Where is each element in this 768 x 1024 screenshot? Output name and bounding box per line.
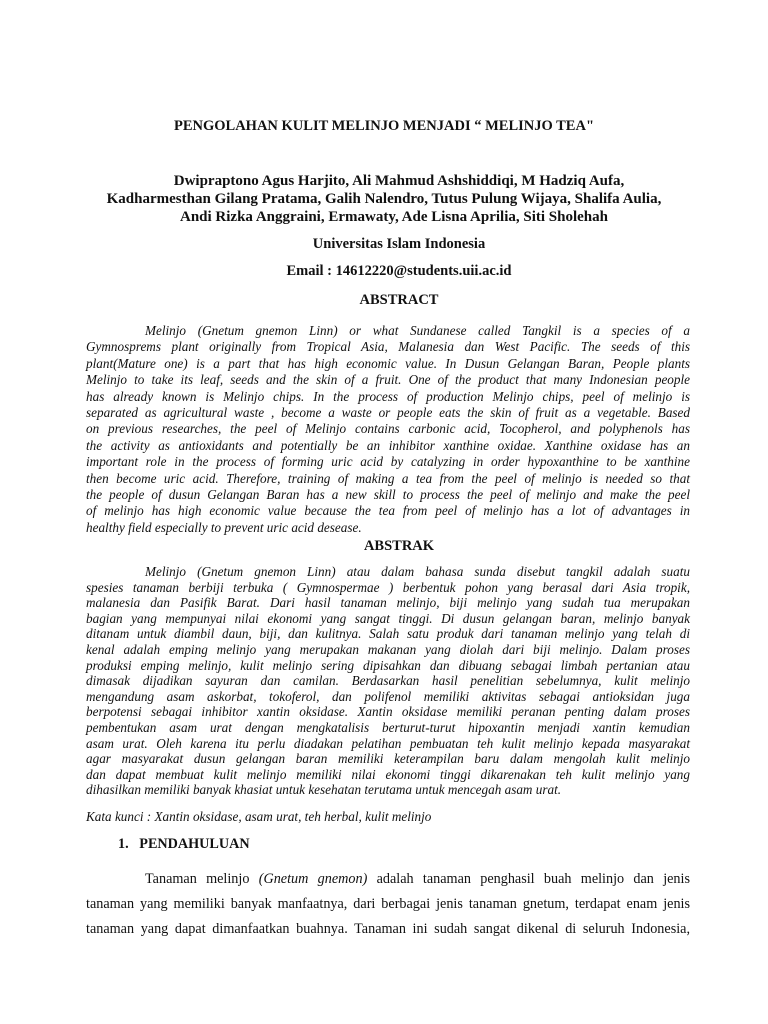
body-text: Tanaman melinjo (145, 871, 259, 887)
authors-line-2: Kadharmesthan Gilang Pratama, Galih Nalendro, Tutus Pulung Wijaya, Shalifa Aulia, (106, 191, 662, 207)
text-line: then become uric acid. Therefore, training of making a tea from the peel of melinjo is needed so that (86, 470, 690, 486)
text-line: agar masyarakat dusun gelangan baran memiliki keterampilan baru dalam mengolah kulit melinjo (86, 751, 690, 767)
text-line: important role in the process of forming uric acid by catalyzing in order hypoxanthine to be xanthine (86, 454, 690, 470)
text-line: of melinjo has high economic value because the tea from peel of melinjo has a lot of advantages in (86, 503, 690, 519)
text-line: has already known is Melinjo chips. In the process of production Melinjo chips, peel of melinjo is (86, 388, 690, 404)
affiliation: Universitas Islam Indonesia (312, 236, 486, 252)
text-line: ditanam untuk diambil daun, biji, dan kulitnya. Salah satu produk dari tanaman melinjo yang telah di (86, 626, 690, 642)
section-heading: 1. PENDAHULUAN (118, 836, 250, 852)
authors-line-1: Dwipraptono Agus Harjito, Ali Mahmud Ashshiddiqi, M Hadziq Aufa, (173, 173, 625, 189)
body-line (145, 871, 690, 888)
text-line: mengandung asam askorbat, tokoferol, dan polifenol memiliki aktivitas sebagai antioksidan juga (86, 688, 690, 704)
text-line: berpotensi sebagai inhibitor xantin oksidase. Xantin oksidase memiliki peranan penting dalam proses (86, 704, 690, 720)
text-line: dan dapat membuat kulit melinjo memiliki nilai ekonomi tinggi dikarenakan teh kulit melinjo yang (86, 766, 690, 782)
text-line: spesies tanaman berbiji terbuka ( Gymnospermae ) berbentuk pohon yang berasal dari Asia tropik, (86, 579, 690, 595)
authors-line-3: Andi Rizka Anggraini, Ermawaty, Ade Lisna Aprilia, Siti Sholehah (179, 209, 608, 225)
text-line: malanesia dan Pasifik Barat. Dari hasil tanaman melinjo, biji melinjo yang sudah tua merupakan (86, 595, 690, 611)
text-line: bagian yang mempunyai nilai ekonomi yang sangat tinggi. Di dusun gelangan baran, melinjo banyak (86, 610, 690, 626)
body-text: adalah tanaman penghasil buah melinjo dan jenis (367, 871, 690, 887)
text-line: the people of dusun Gelangan Baran has a new skill to process the peel of melinjo and make the peel (86, 487, 690, 502)
text-line: plant(Mature one) is a part that has high economic value. In Dusun Gelangan Baran, People plants (86, 355, 690, 371)
abstrak-heading: ABSTRAK (363, 538, 435, 554)
text-line: healthy field especially to prevent uric acid desease. (86, 519, 362, 535)
text-line: on previous researches, the peel of Melinjo contains carbonic acid, Tocopherol, and polyphenols has (86, 421, 690, 437)
text-line: pembentukan asam urat dengan mengkatalisis berturut-turut hipoxantin menjadi xantin kemudian (86, 720, 690, 735)
text-line: separated as agricultural waste , become a waste or people eats the skin of fruit as a vegetable. Based (86, 405, 690, 420)
text-line: dihasilkan memiliki banyak khasiat untuk kesehatan terutama untuk mencegah asam urat. (86, 782, 562, 798)
abstract-heading: ABSTRACT (359, 292, 439, 308)
email: Email : 14612220@students.uii.ac.id (286, 263, 512, 279)
text-line: Melinjo (Gnetum gnemon Linn) atau dalam bahasa sunda disebut tangkil adalah suatu (145, 564, 690, 579)
text-line: produksi emping melinjo, kulit melinjo sering dipisahkan dan dibuang sebagai limbah pertanian atau (86, 657, 690, 673)
text-line: asam urat. Oleh karena itu perlu diadakan pelatihan pembuatan teh kulit melinjo kepada masyarakat (86, 735, 690, 751)
body-line: tanaman yang dapat dimanfaatkan buahnya. Tanaman ini sudah sangat dikenal di seluruh Indonesia, (86, 921, 690, 937)
species-name: (Gnetum gnemon) (258, 871, 368, 887)
text-line: the activity as antioxidants and potentially be an inhibitor xanthine oxidae. Xanthine oxidase has an (86, 437, 690, 453)
text-line: Gymnosprems plant originally from Tropical Asia, Malanesia dan West Pacific. The seeds of this (86, 339, 690, 355)
text-line: Melinjo to take its leaf, seeds and the skin of a fruit. One of the product that many Indonesian people (86, 372, 690, 388)
keywords: Kata kunci : Xantin oksidase, asam urat, teh herbal, kulit melinjo (86, 809, 432, 824)
text-line: dimasak dijadikan sayuran dan camilan. Berdasarkan hasil penelitian sebelumnya, kulit melinjo (86, 673, 690, 689)
body-line: tanaman yang memiliki banyak manfaatnya, dari berbagai jenis tanaman gnetum, terdapat enam jenis (86, 896, 690, 912)
paper-title: PENGOLAHAN KULIT MELINJO MENJADI “ MELINJO TEA" (173, 118, 594, 134)
text-line: Melinjo (Gnetum gnemon Linn) or what Sundanese called Tangkil is a species of a (145, 323, 690, 338)
text-line: kenal adalah emping melinjo yang merupakan makanan yang diolah dari biji melinjo. Dalam proses (86, 642, 690, 657)
